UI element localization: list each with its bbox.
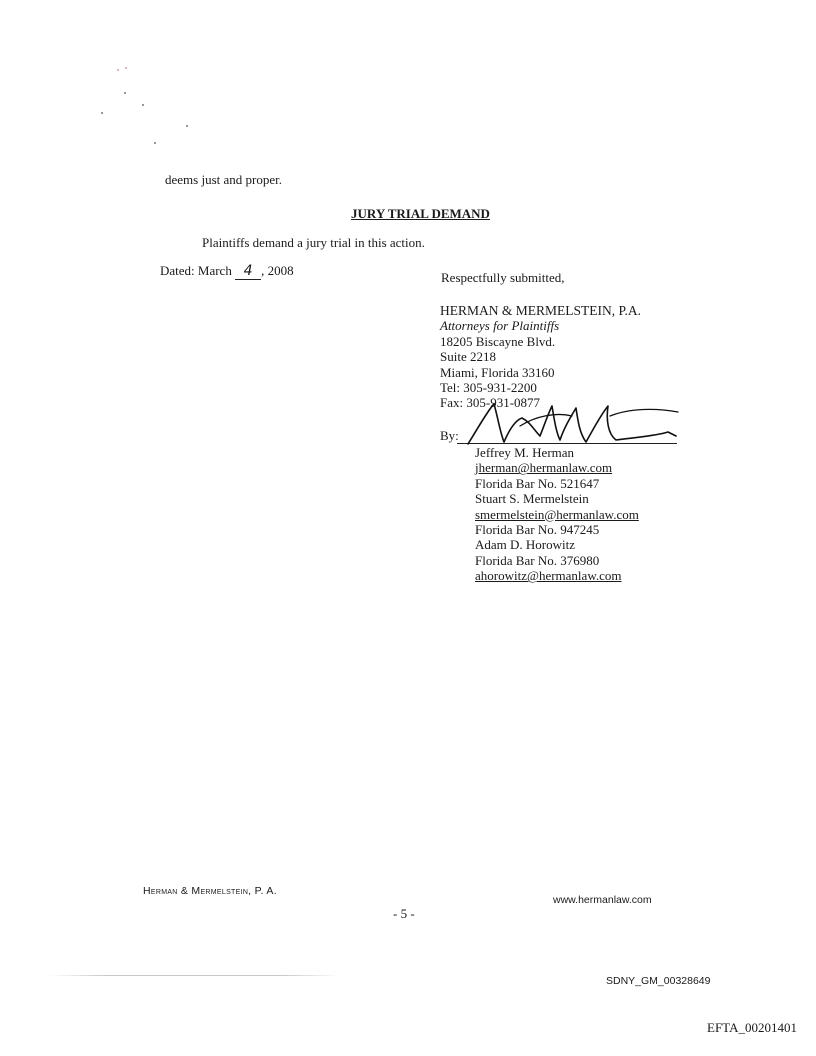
scan-speck: [117, 69, 119, 71]
firm-address-block: [440, 303, 641, 411]
dated-line: [160, 263, 294, 280]
continuation-text: deems just and proper.: [165, 172, 282, 187]
dated-label: Dated: March: [160, 263, 232, 278]
scan-speck: [154, 142, 156, 144]
scan-speck: [142, 104, 144, 106]
address-line: Miami, Florida 33160: [440, 364, 555, 380]
dated-day-handwritten: 4: [235, 263, 261, 280]
handwritten-signature: [460, 398, 690, 448]
attorney-email-link[interactable]: ahorowitz@hermanlaw.com: [475, 568, 622, 584]
bates-number: SDNY_GM_00328649: [606, 975, 711, 987]
page-number: - 5 -: [393, 906, 415, 921]
attorney-bar-number: Florida Bar No. 376980: [475, 552, 600, 568]
firm-role: Attorneys for Plaintiffs: [440, 318, 560, 334]
demand-text: Plaintiffs demand a jury trial in this action.: [202, 235, 425, 250]
attorney-bar-number: Florida Bar No. 947245: [475, 522, 600, 538]
section-heading: JURY TRIAL DEMAND: [351, 206, 490, 221]
fax: Fax: 305-931-0877: [440, 395, 541, 411]
footer-firm-name: Herman & Mermelstein, P. A.: [143, 885, 277, 897]
scan-speck: [124, 92, 126, 94]
scan-edge-line: [48, 975, 340, 976]
scan-speck: [101, 112, 103, 114]
dated-year: , 2008: [261, 263, 294, 278]
attorney-name: Adam D. Horowitz: [475, 537, 576, 553]
firm-name: HERMAN & MERMELSTEIN, P.A.: [440, 303, 642, 318]
footer-website[interactable]: www.hermanlaw.com: [553, 894, 652, 906]
telephone: Tel: 305-931-2200: [440, 380, 537, 396]
attorney-name: Stuart S. Mermelstein: [475, 491, 589, 507]
efta-number: EFTA_00201401: [707, 1020, 797, 1035]
attorney-bar-number: Florida Bar No. 521647: [475, 475, 600, 491]
scan-speck: [186, 125, 188, 127]
by-label: By:: [440, 428, 459, 443]
address-line: Suite 2218: [440, 349, 496, 365]
scan-speck: [125, 67, 127, 69]
attorney-list: [475, 445, 639, 584]
attorney-email-link[interactable]: smermelstein@hermanlaw.com: [475, 506, 639, 522]
attorney-email-link[interactable]: jherman@hermanlaw.com: [475, 460, 613, 476]
closing-text: Respectfully submitted,: [441, 270, 565, 285]
address-line: 18205 Biscayne Blvd.: [440, 333, 556, 349]
attorney-name: Jeffrey M. Herman: [475, 445, 575, 460]
